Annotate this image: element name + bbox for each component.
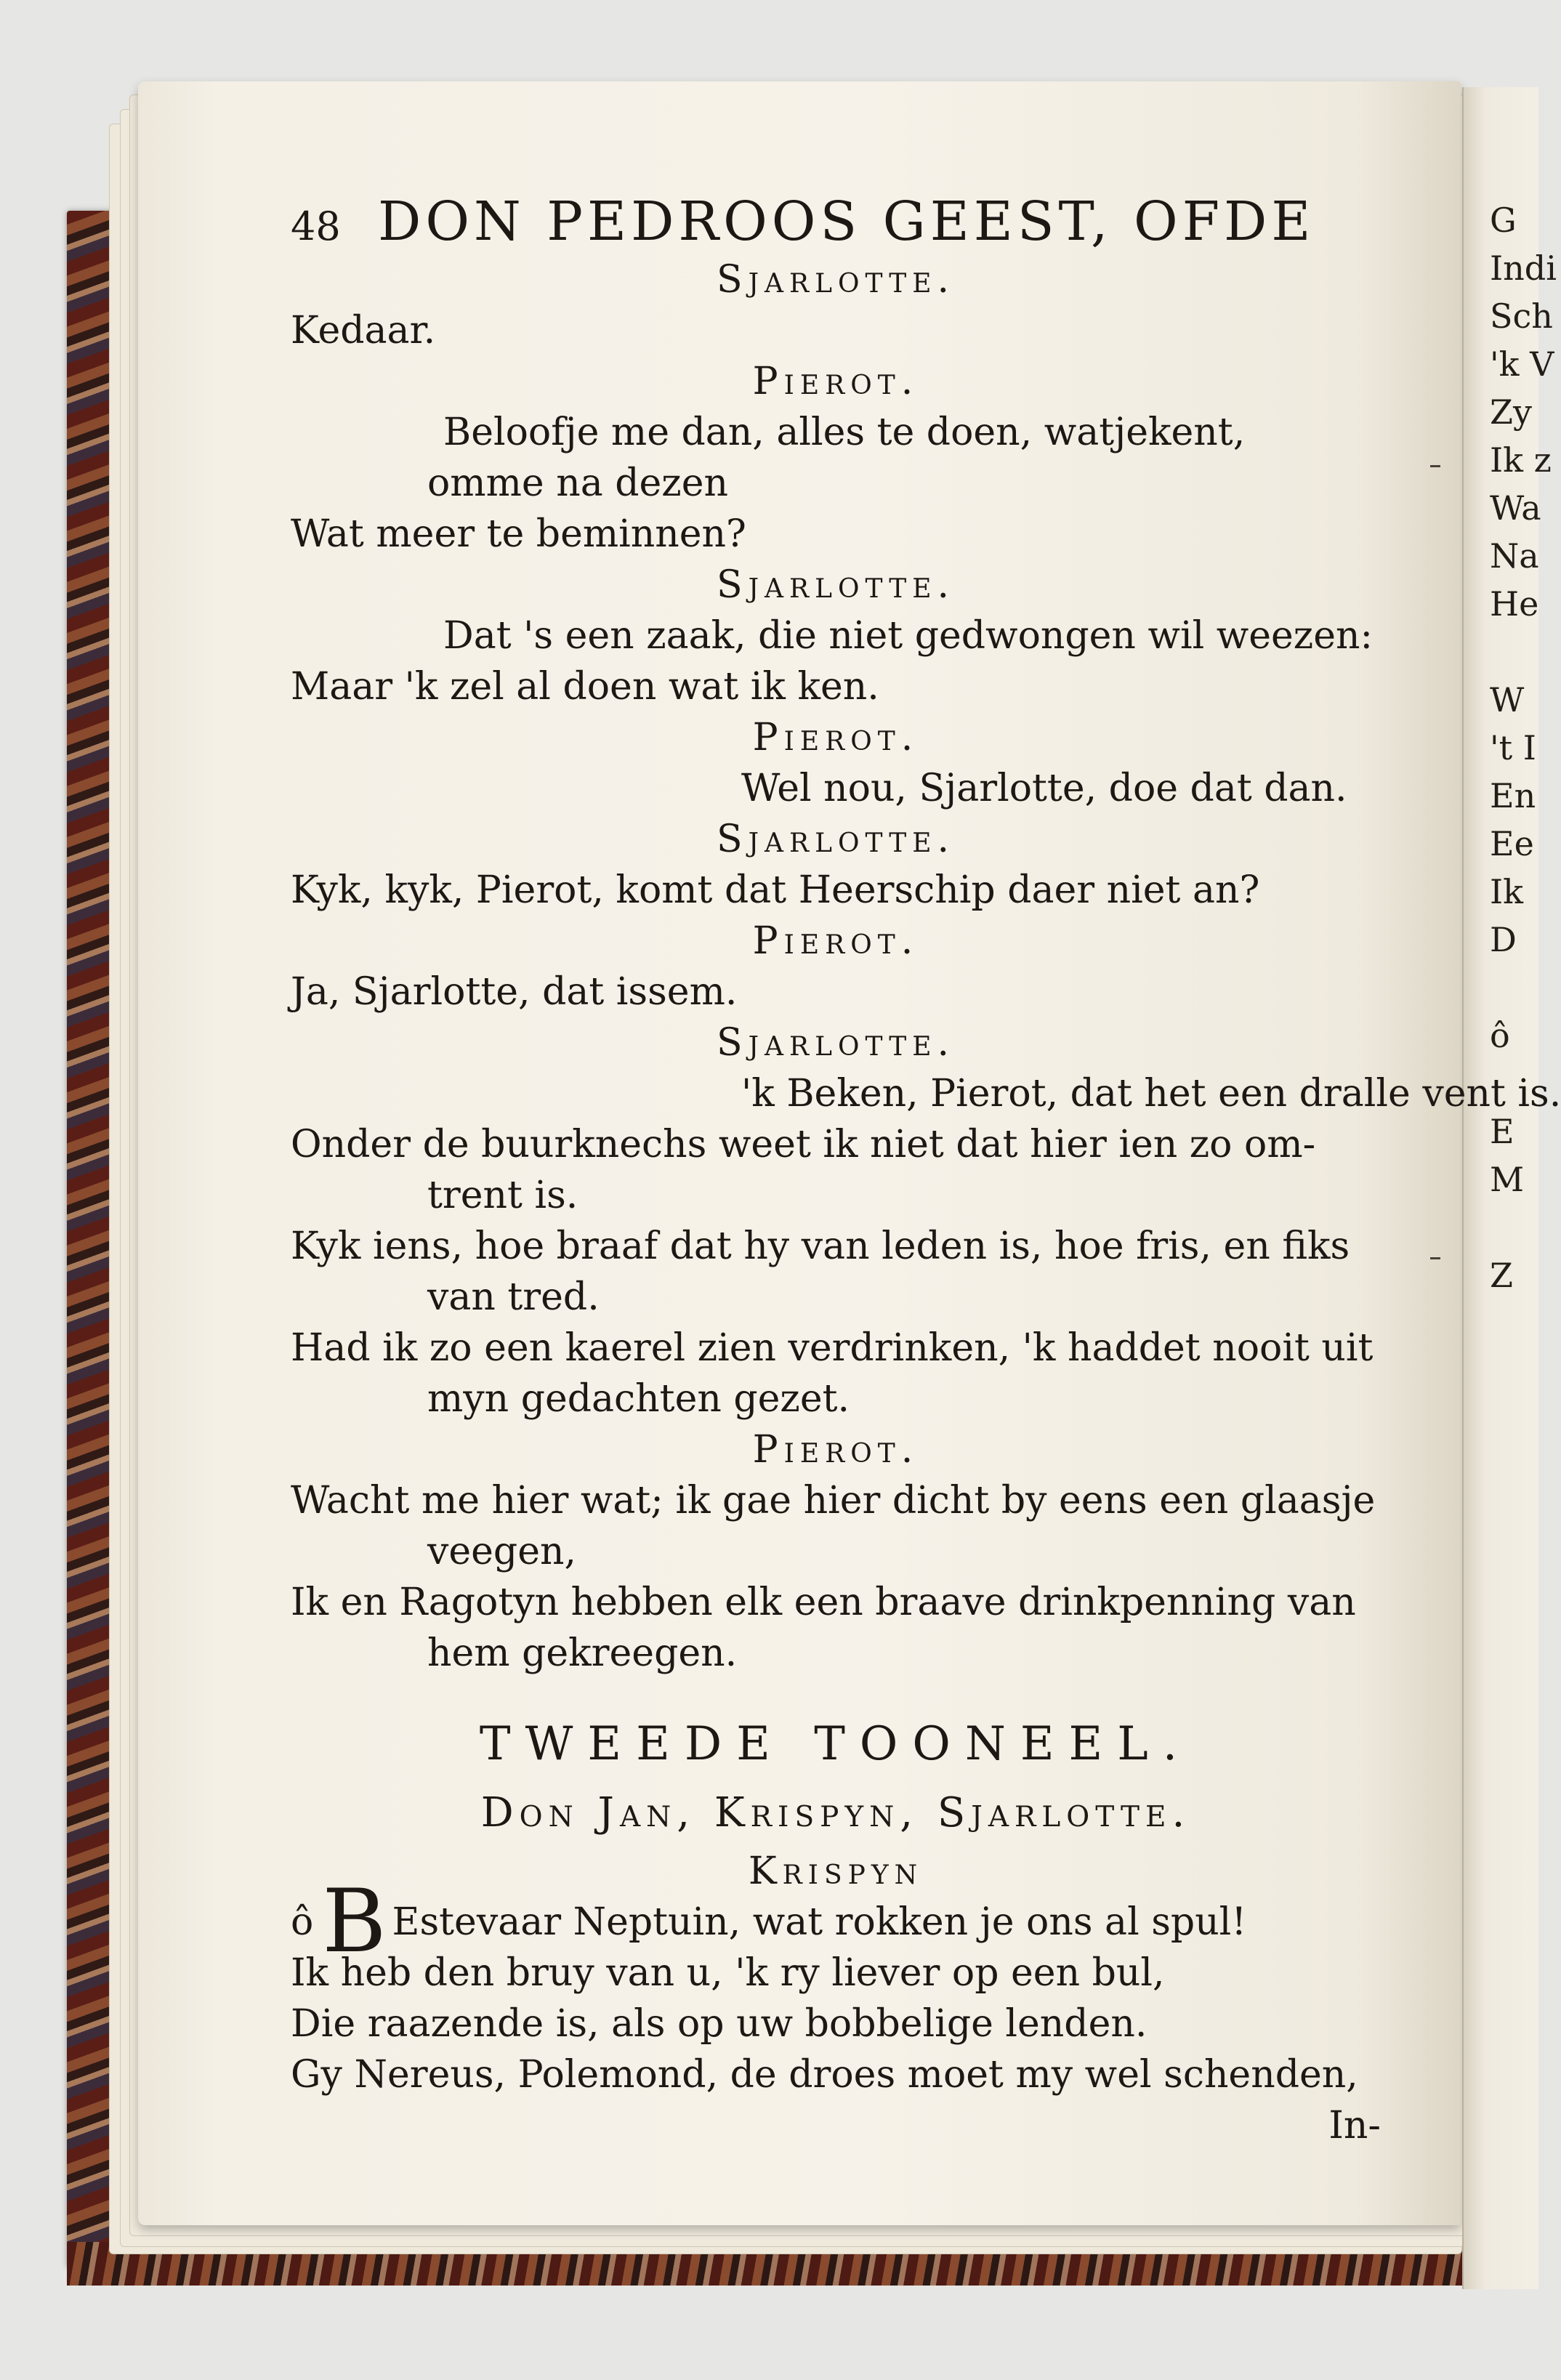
dialogue-line: Ik en Ragotyn hebben elk een braave drinkpenning van xyxy=(291,1581,1356,1624)
facing-line: Ik z xyxy=(1490,440,1552,480)
speaker-heading: Krispyn xyxy=(748,1849,924,1893)
speaker-heading: Sjarlotte. xyxy=(716,1021,956,1065)
facing-line xyxy=(1490,1203,1537,1251)
facing-line: G xyxy=(1490,201,1517,240)
scene-title: TWEEDE TOONEEL. xyxy=(479,1717,1193,1771)
dialogue-line: Had ik zo een kaerel zien verdrinken, 'k haddet nooit uit xyxy=(291,1326,1374,1370)
catchword: In- xyxy=(1328,2104,1381,2147)
drop-cap: B xyxy=(322,1871,387,1972)
facing-line: Ik xyxy=(1490,872,1524,911)
dialogue-line: Ja, Sjarlotte, dat issem. xyxy=(291,970,738,1014)
speaker-heading: Pierot. xyxy=(752,919,919,963)
facing-line: Ee xyxy=(1490,824,1534,863)
dialogue-continuation: van tred. xyxy=(427,1275,600,1319)
speaker-heading: Sjarlotte. xyxy=(716,563,956,607)
page-header xyxy=(291,190,1381,254)
speaker-heading: Pierot. xyxy=(752,716,919,759)
page-number: 48 xyxy=(291,203,341,249)
dialogue-continuation: hem gekreegen. xyxy=(427,1631,738,1675)
facing-line: 'k V xyxy=(1490,344,1554,384)
dialogue-line: Wacht me hier wat; ik gae hier dicht by eens een glaasje xyxy=(291,1479,1376,1522)
facing-line: ô xyxy=(1490,1016,1510,1055)
speaker-heading: Pierot. xyxy=(752,1428,919,1472)
facing-line: Z xyxy=(1490,1256,1513,1295)
dialogue-line: Maar 'k zel al doen wat ik ken. xyxy=(291,665,879,709)
verse-line: Ik heb den bruy van u, 'k ry liever op een bul, xyxy=(291,1951,1165,1995)
dialogue-continuation: myn gedachten gezet. xyxy=(427,1377,850,1421)
facing-line: He xyxy=(1490,584,1539,624)
running-head: DON PEDROOS GEEST, OFDE xyxy=(378,190,1315,253)
dialogue-continuation: omme na dezen xyxy=(427,461,728,505)
facing-line: E xyxy=(1490,1112,1514,1151)
dialogue-continuation: trent is. xyxy=(427,1174,578,1217)
speaker-heading: Sjarlotte. xyxy=(716,818,956,861)
dialogue-line: Onder de buurknechs weet ik niet dat hier ien zo om- xyxy=(291,1123,1316,1166)
facing-line: Wa xyxy=(1490,488,1541,528)
facing-page-text xyxy=(1490,196,1557,1299)
dialogue-line: Dat 's een zaak, die niet gedwongen wil weezen: xyxy=(443,614,1373,658)
margin-mark xyxy=(1430,1257,1440,1259)
facing-line xyxy=(1490,964,1537,1012)
speaker-heading: Pierot. xyxy=(752,360,919,403)
interjection: ô xyxy=(291,1900,314,1944)
facing-line: En xyxy=(1490,776,1536,815)
dialogue-line: Wat meer te beminnen? xyxy=(291,512,746,556)
facing-line: W xyxy=(1490,680,1525,719)
dialogue-line: Kyk, kyk, Pierot, komt dat Heerschip daer niet an? xyxy=(291,868,1260,912)
facing-line: Indi xyxy=(1490,249,1557,288)
dialogue-continuation: veegen, xyxy=(427,1530,577,1573)
margin-mark xyxy=(1430,465,1440,467)
dialogue-line: Kyk iens, hoe braaf dat hy van leden is, hoe fris, en fiks xyxy=(291,1225,1350,1268)
dialogue-line: 'k Beken, Pierot, dat het een dralle vent is. xyxy=(741,1072,1561,1116)
verse-line-rest: Estevaar Neptuin, wat rokken je ons al spul! xyxy=(392,1900,1247,1944)
facing-line: Sch xyxy=(1490,297,1553,336)
facing-line xyxy=(1490,628,1537,676)
dialogue-line: Beloofje me dan, alles te doen, watjekent, xyxy=(443,411,1246,454)
speaker-heading: Sjarlotte. xyxy=(716,258,956,302)
dialogue-line: Kedaar. xyxy=(291,309,436,352)
scene-cast: Don Jan, Krispyn, Sjarlotte. xyxy=(480,1789,1191,1836)
facing-line: M xyxy=(1490,1160,1525,1199)
facing-line: Na xyxy=(1490,536,1539,576)
verse-line: Gy Nereus, Polemond, de droes moet my wel schenden, xyxy=(291,2053,1358,2097)
dialogue-line: Wel nou, Sjarlotte, doe dat dan. xyxy=(741,767,1347,810)
verse-line: Die raazende is, als op uw bobbelige lenden. xyxy=(291,2002,1147,2046)
facing-line: 't I xyxy=(1490,728,1536,767)
facing-line: Zy xyxy=(1490,392,1532,432)
catchword-row xyxy=(291,2100,1381,2151)
facing-line: D xyxy=(1490,920,1517,959)
